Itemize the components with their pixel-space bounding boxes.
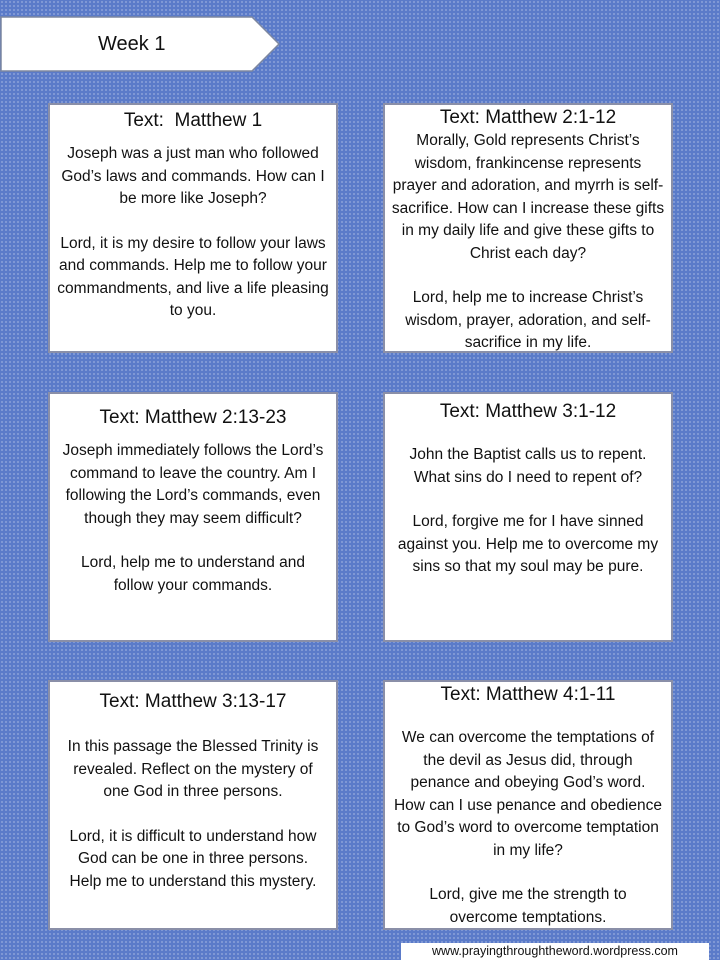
week-label: Week 1	[98, 33, 166, 55]
card-title: Text: Matthew 1	[123, 110, 263, 131]
devotion-card-matthew-3-13-17	[48, 680, 338, 930]
card-prayer: Lord, help me to increase Christ’s wisdom, prayer, adoration, and self-sacrifice in my life.	[405, 289, 651, 351]
devotion-card-matthew-1	[48, 103, 338, 353]
devotion-card-matthew-2-1-12	[383, 103, 673, 353]
card-title: Text: Matthew 3:13-17	[99, 691, 287, 712]
card-title: Text: Matthew 3:1-12	[439, 401, 617, 422]
devotion-card-matthew-3-1-12	[383, 392, 673, 642]
card-title: Text: Matthew 4:1-11	[440, 684, 616, 705]
card-prayer: Lord, help me to understand and follow your commands.	[80, 554, 306, 594]
card-reflection: Joseph was a just man who followed God’s laws and commands. How can I be more like Joseph?	[61, 145, 325, 207]
website-url: www.prayingthroughtheword.wordpress.com	[401, 943, 709, 960]
card-prayer: Lord, it is difficult to understand how God can be one in three persons. Help me to understand this mystery.	[69, 827, 317, 890]
card-reflection: Joseph immediately follows the Lord’s command to leave the country. Am I following the Lord’s commands, even though they may seem difficult?	[62, 442, 324, 527]
card-prayer: Lord, give me the strength to overcome temptations.	[429, 886, 627, 926]
card-reflection: In this passage the Blessed Trinity is revealed. Reflect on the mystery of one God in three persons.	[67, 738, 319, 800]
devotion-card-matthew-2-13-23	[48, 392, 338, 642]
card-title: Text: Matthew 2:1-12	[439, 107, 617, 128]
card-title: Text: Matthew 2:13-23	[99, 407, 287, 428]
card-reflection: We can overcome the temptations of the devil as Jesus did, through penance and obeying God’s word. How can I use penance and obedience to God’s word to overcome temptation in my life?	[393, 729, 662, 859]
card-reflection: Morally, Gold represents Christ’s wisdom, frankincense represents prayer and adoration, and myrrh is self-sacrifice. How can I increase these gifts in my daily life and give these gifts to Christ each day?	[391, 132, 665, 262]
card-reflection: John the Baptist calls us to repent. What sins do I need to repent of?	[409, 446, 647, 486]
card-prayer: Lord, it is my desire to follow your laws and commands. Help me to follow your commandments, and live a life pleasing to you.	[57, 234, 329, 319]
devotion-card-matthew-4-1-11	[383, 680, 673, 930]
card-prayer: Lord, forgive me for I have sinned against you. Help me to overcome my sins so that my soul may be pure.	[397, 513, 659, 575]
